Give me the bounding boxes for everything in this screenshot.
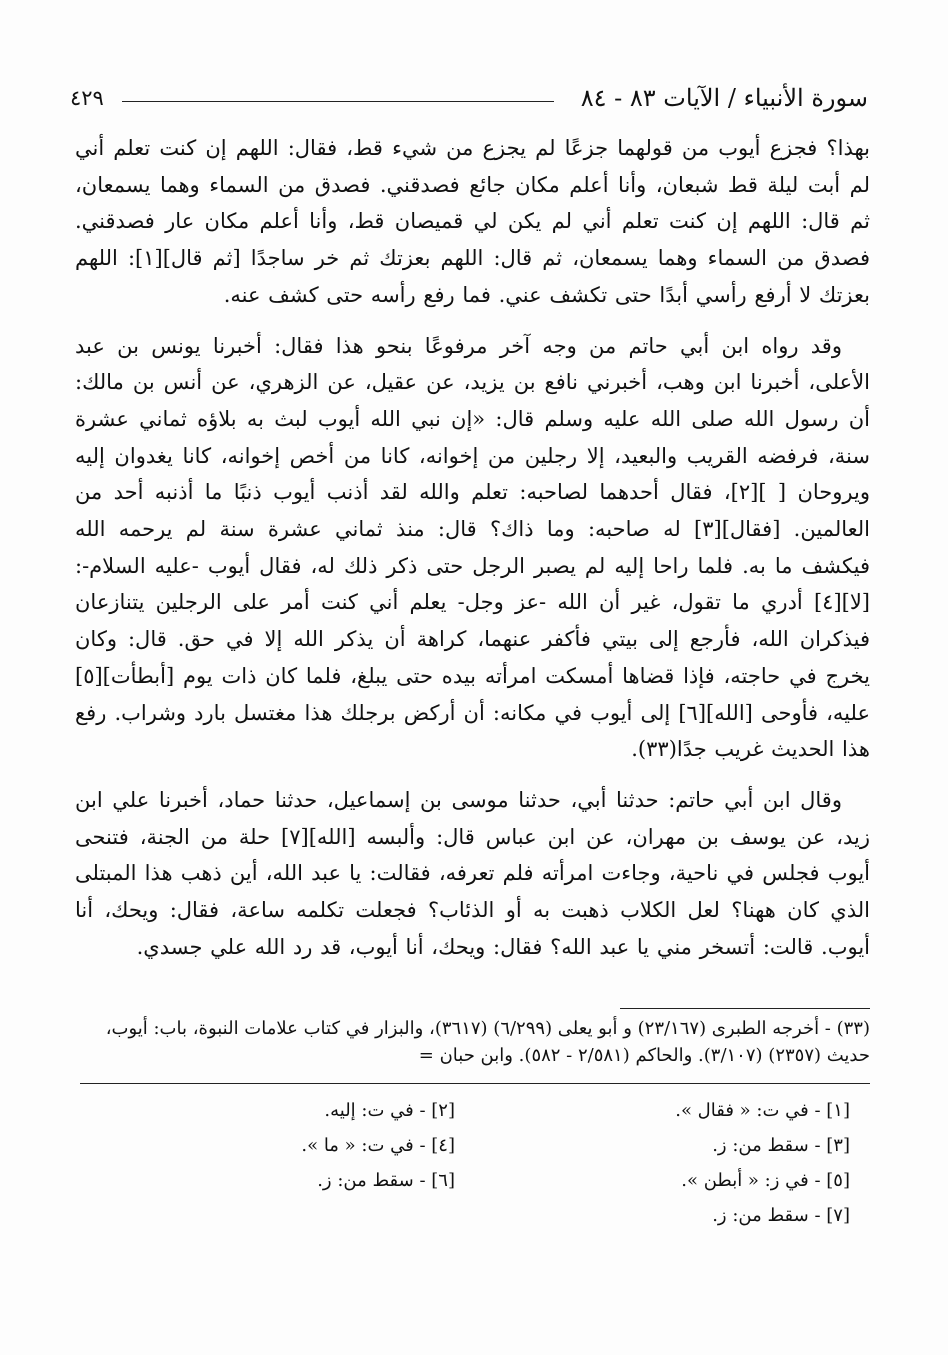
footnote-33: (٣٣) - أخرجه الطبرى (٢٣/١٦٧) و أبو يعلى (٦/٢٩٩) (٣٦١٧)، والبزار في كتاب علامات النبوة، باب: أيوب، حديث (٢٣٥٧) (٣/١٠٧). والحاكم (٢/٥٨١ - ٥٨٢). وابن حبان = [105,1018,870,1066]
main-text [75,130,870,965]
variants-separator [80,1083,870,1084]
page-number: ٤٢٩ [70,86,104,110]
variant-2: [٢] - في ت: إليه. [324,1100,455,1121]
footnote-separator [620,1008,870,1009]
variant-6: [٦] - سقط من: ز. [317,1170,455,1191]
paragraph-3: وقال ابن أبي حاتم: حدثنا أبي، حدثنا موسى بن إسماعيل، حدثنا حماد، أخبرنا علي ابن زيد، عن يوسف بن مهران، عن ابن عباس قال: وألبسه [الله][٧] حلة من الجنة، فتنحى أيوب فجلس في ناحية، وجاءت امرأته فلم تعرفه، فقالت: يا عبد الله، أين ذهب هذا المبتلى الذي كان ههنا؟ لعل الكلاب ذهبت به أو الذئاب؟ فجعلت تكلمه ساعة، فقال: ويحك، أنا أيوب. قالت: أتسخر مني يا عبد الله؟ فقال: ويحك، أنا أيوب، قد رد الله علي جسدي. [75,787,870,959]
variant-4: [٤] - في ت: « ما ». [301,1135,455,1156]
footnote-main [75,1015,870,1069]
paragraph-1: بهذا؟ فجزع أيوب من قولهما جزعًا لم يجزع من شيء قط، فقال: اللهم إن كنت تعلم أني لم أبت ليلة قط شبعان، وأنا أعلم مكان جائع فصدقني. فصدق من السماء وهما يسمعان، ثم قال: اللهم إن كنت تعلم أني لم يكن لي قميصان قط، وأنا أعلم مكان عار فصدقني. فصدق من السماء وهما يسمعان، ثم قال: اللهم بعزتك ثم خر ساجدًا [ثم قال][١]: اللهم بعزتك لا أرفع رأسي أبدًا حتى تكشف عني. فما رفع رأسه حتى كشف عنه. [75,136,870,307]
variant-1: [١] - في ت: « فقال ». [675,1100,850,1121]
variant-7: [٧] - سقط من: ز. [712,1205,850,1226]
header-rule [122,101,554,102]
running-title: سورة الأنبياء / الآيات ٨٣ - ٨٤ [580,84,868,112]
textual-variants [80,1096,870,1230]
variant-5: [٥] - في ز: « أبطن ». [681,1170,850,1191]
paragraph-2: وقد رواه ابن أبي حاتم من وجه آخر مرفوعًا بنحو هذا فقال: أخبرنا يونس بن عبد الأعلى، أخبرنا ابن وهب، أخبرني نافع بن يزيد، عن عقيل، عن الزهري، عن أنس بن مالك: أن رسول الله صلى الله عليه وسلم قال: «إن نبي الله أيوب لبث به بلاؤه ثماني عشرة سنة، فرفضه القريب والبعيد، إلا رجلين من إخوانه، كانا من أخص إخوانه، كانا يغدوان إليه ويروحان [ ][٢]، فقال أحدهما لصاحبه: تعلم والله لقد أذنب أيوب ذنبًا ما أذنبه أحد من العالمين. [فقال][٣] له صاحبه: وما ذاك؟ قال: منذ ثماني عشرة سنة لم يرحمه الله فيكشف ما به. فلما راحا إليه لم يصبر الرجل حتى ذكر ذلك له، فقال أيوب -عليه السلام-: [لا][٤] أدري ما تقول، غير أن الله -عز وجل- يعلم أني كنت أمر على الرجلين يتنازعان فيذكران الله، فأرجع إلى بيتي فأكفر عنهما، كراهة أن يذكر الله إلا في حق. قال: وكان يخرج في حاجته، فإذا قضاها أمسكت امرأته بيده حتى يبلغ، فلما كان ذات يوم [أبطأت][٥] عليه، فأوحى [الله][٦] إلى أيوب في مكانه: أن أركض برجلك هذا مغتسل بارد وشراب. رفع هذا الحديث غريب جدًا(٣٣). [75,333,871,762]
variant-3: [٣] - سقط من: ز. [712,1135,850,1156]
page-header [70,84,868,118]
